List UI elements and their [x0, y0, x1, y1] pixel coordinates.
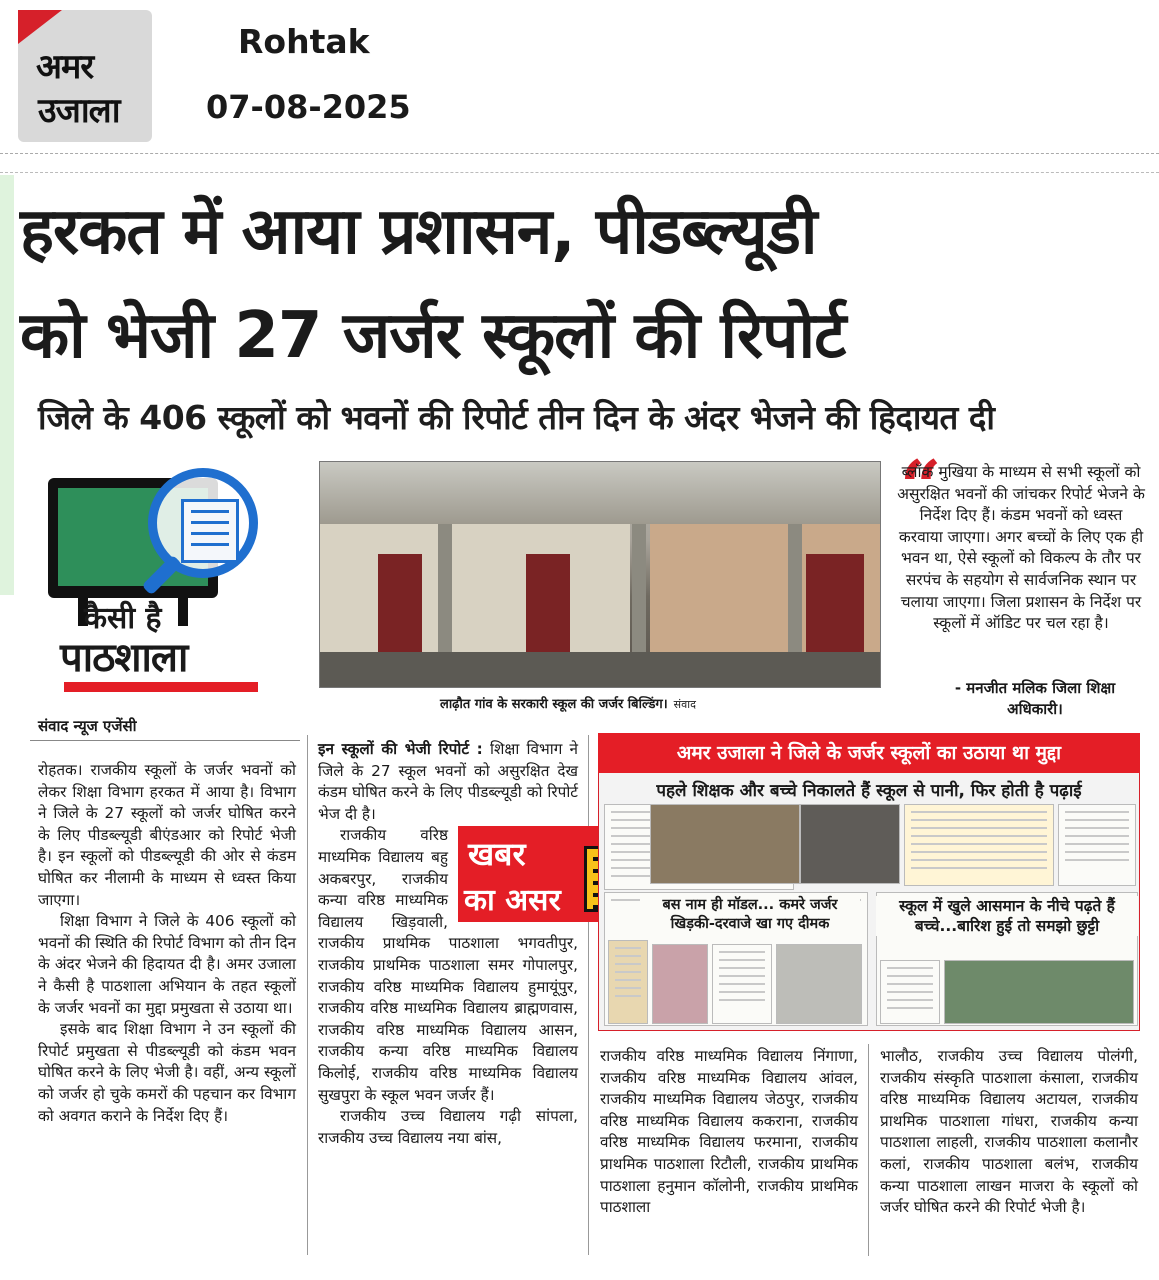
article-column-1	[38, 760, 296, 1127]
series-underline	[64, 682, 258, 692]
subsection-heading: इन स्कूलों की भेजी रिपोर्ट :	[318, 740, 483, 758]
clip3-headline: स्कूल में खुले आसमान के नीचे पढ़ते हैं बच्चे...बारिश हुई तो समझो छुट्टी	[876, 896, 1138, 936]
clip-photo-children	[650, 804, 800, 884]
series-title-line1: कैसी है	[84, 601, 162, 636]
impact-badge-line1: खबर	[468, 835, 526, 873]
quote-attribution: - मनजीत मलिक जिला शिक्षा अधिकारी।	[954, 679, 1116, 718]
paragraph: शिक्षा विभाग ने जिले के 406 स्कूलों को भवनों की स्थिति की रिपोर्ट विभाग को तीन दिन के अंदर भेजने की हिदायत दी है। अमर उजाला ने कैसी है पाठशाला अभियान के तहत स्कूलों के जर्जर भवनों का मुद्दा प्रमुखता से उठाया था।	[38, 912, 296, 1017]
column-divider	[868, 1044, 869, 1256]
article-column-3	[600, 1046, 858, 1219]
clip3-text	[880, 960, 940, 1024]
document-icon	[181, 499, 239, 563]
article-column-4	[880, 1046, 1138, 1219]
photo-caption-text: लाढ़ौत गांव के सरकारी स्कूल की जर्जर बिल्डिंग।	[440, 697, 668, 712]
article-column-2	[318, 739, 578, 1149]
photo-door	[806, 554, 864, 654]
logo-line2: उजाला	[38, 91, 120, 131]
margin-strip	[0, 175, 14, 595]
headline-line2: को भेजी 27 जर्जर स्कूलों की रिपोर्ट	[20, 299, 846, 373]
paragraph: रोहतक। राजकीय स्कूलों के जर्जर भवनों को लेकर शिक्षा विभाग हरकत में आया है। विभाग ने जिले के 27 स्कूलों को जर्जर घोषित करने के लिए पीडब्ल्यूडी बीएंडआर को रिपोर्ट भेजी है। इन स्कूलों को पीडब्ल्यूडी की ओर से कंडम घोषित कर नीलामी के माध्यम से ध्वस्त किया जाएगा।	[38, 761, 296, 909]
logo-line1: अमर	[36, 47, 94, 87]
amar-ujala-logo	[18, 10, 152, 142]
photo-roof	[320, 462, 880, 524]
photo-pillar	[788, 524, 802, 652]
main-headline	[20, 180, 1150, 388]
paragraph: भालौठ, राजकीय उच्च विद्यालय पोलंगी, राजकीय संस्कृति पाठशाला कंसाला, राजकीय वरिष्ठ माध्यमिक विद्यालय अटायल, राजकीय प्राथमिक पाठशाला गांधरा, राजकीय कन्या पाठशाला लाहली, राजकीय पाठशाला कलानौर कलां, राजकीय पाठशाला बलंभ, राजकीय कन्या पाठशाला लाखन माजरा के स्कूलों को जर्जर घोषित करने की रिपोर्ट भेजी है।	[880, 1047, 1138, 1217]
clip-photo-water	[800, 804, 900, 884]
impact-badge-line2: का असर	[464, 883, 561, 918]
photo-caption	[440, 694, 696, 712]
photo-pillar	[632, 524, 646, 652]
photo-door	[378, 554, 422, 654]
column-divider	[588, 735, 589, 1255]
edition-city: Rohtak	[238, 22, 370, 61]
clip2-text	[608, 940, 648, 1024]
clip2-photo	[652, 944, 708, 1024]
clip2-photo	[776, 944, 862, 1024]
photo-door	[526, 554, 570, 654]
paragraph	[318, 739, 578, 825]
edition-date: 07-08-2025	[206, 88, 411, 126]
paragraph: राजकीय वरिष्ठ माध्यमिक विद्यालय निंगाणा, राजकीय वरिष्ठ माध्यमिक विद्यालय आंवल, राजकीय माध्यमिक विद्यालय जेठपुर, राजकीय वरिष्ठ माध्यमिक विद्यालय ककराना, राजकीय वरिष्ठ माध्यमिक विद्यालय फरमाना, राजकीय प्राथमिक पाठशाला रिटौली, राजकीय प्राथमिक पाठशाला हनुमान कॉलोनी, राजकीय प्राथमिक पाठशाला	[600, 1047, 858, 1217]
headline-line1: हरकत में आया प्रशासन, पीडब्ल्यूडी	[20, 195, 817, 269]
paragraph: इसके बाद शिक्षा विभाग ने उन स्कूलों की रिपोर्ट प्रमुखता से पीडब्ल्यूडी को कंडम भवन घोषित करने के लिए भेजी है। वहीं, अन्य स्कूलों को जर्जर हो चुके कमरों की पहचान कर विभाग को अवगत कराने के निर्देश दिए हैं।	[38, 1020, 296, 1125]
pull-quote: ब्लॉक मुखिया के माध्यम से सभी स्कूलों को असुरक्षित भवनों की जांचकर रिपोर्ट भेजने के निर्देश दिए हैं। कंडम भवनों को ध्वस्त करवाया जाएगा। अगर बच्चों के लिए एक ही भवन था, ऐसे स्कूलों को विकल्प के तौर पर सरपंच के सहयोग से सार्वजनिक स्थान पर चलाया जाएगा। जिला प्रशासन के निर्देश पर स्कूलों में ऑडिट पर चल रहा है।	[897, 463, 1145, 633]
photo-ground	[320, 652, 880, 688]
campaign-panel-title: अमर उजाला ने जिले के जर्जर स्कूलों का उठाया था मुद्दा	[598, 733, 1140, 773]
photo-pillar	[438, 524, 452, 652]
school-building-photo	[319, 461, 881, 688]
series-title-line2: पाठशाला	[60, 635, 188, 681]
sub-headline: जिले के 406 स्कूलों को भवनों की रिपोर्ट तीन दिन के अंदर भेजने की हिदायत दी	[38, 398, 995, 437]
clip2-text	[712, 944, 772, 1024]
paragraph-text: राजकीय वरिष्ठ माध्यमिक विद्यालय बहु अकबरपुर, राजकीय कन्या वरिष्ठ माध्यमिक विद्यालय खिड़वाली, राजकीय प्राथमिक पाठशाला भगवतीपुर, राजकीय प्राथमिक पाठशाला समर गोपालपुर, राजकीय वरिष्ठ माध्यमिक विद्यालय हुमायूंपुर, राजकीय वरिष्ठ माध्यमिक विद्यालय ब्राह्मणवास, राजकीय वरिष्ठ माध्यमिक विद्यालय आसन, राजकीय कन्या वरिष्ठ माध्यमिक विद्यालय किलोई, राजकीय वरिष्ठ माध्यमिक विद्यालय सुखपुरा के स्कूल भवन जर्जर हैं।	[318, 826, 578, 1104]
paragraph-text: शिक्षा विभाग ने जिले के 27 स्कूल भवनों को असुरक्षित देख कंडम घोषित करने के लिए पीडब्ल्यूडी को रिपोर्ट भेज दी है।	[318, 740, 578, 823]
clip-data-table	[904, 804, 1054, 886]
clip-text-block	[1058, 804, 1136, 886]
clip2-headline: बस नाम ही मॉडल... कमरे जर्जर खिड़की-दरवाजे खा गए दीमक	[640, 896, 860, 934]
header-divider-2	[0, 172, 1159, 173]
byline: संवाद न्यूज एजेंसी	[38, 717, 137, 735]
quote-mark-icon: “	[900, 444, 942, 529]
byline-rule	[30, 740, 300, 754]
photo-credit: संवाद	[673, 698, 696, 711]
column-divider	[307, 735, 308, 1255]
clip1-headline: पहले शिक्षक और बच्चे निकालते हैं स्कूल से पानी, फिर होती है पढ़ाई	[656, 781, 1082, 801]
chalkboard-leg	[178, 596, 188, 626]
paragraph: राजकीय उच्च विद्यालय गढ़ी सांपला, राजकीय उच्च विद्यालय नया बांस,	[318, 1107, 578, 1147]
header-divider	[0, 153, 1159, 154]
clip3-photo	[944, 960, 1134, 1024]
logo-red-corner	[18, 10, 62, 44]
